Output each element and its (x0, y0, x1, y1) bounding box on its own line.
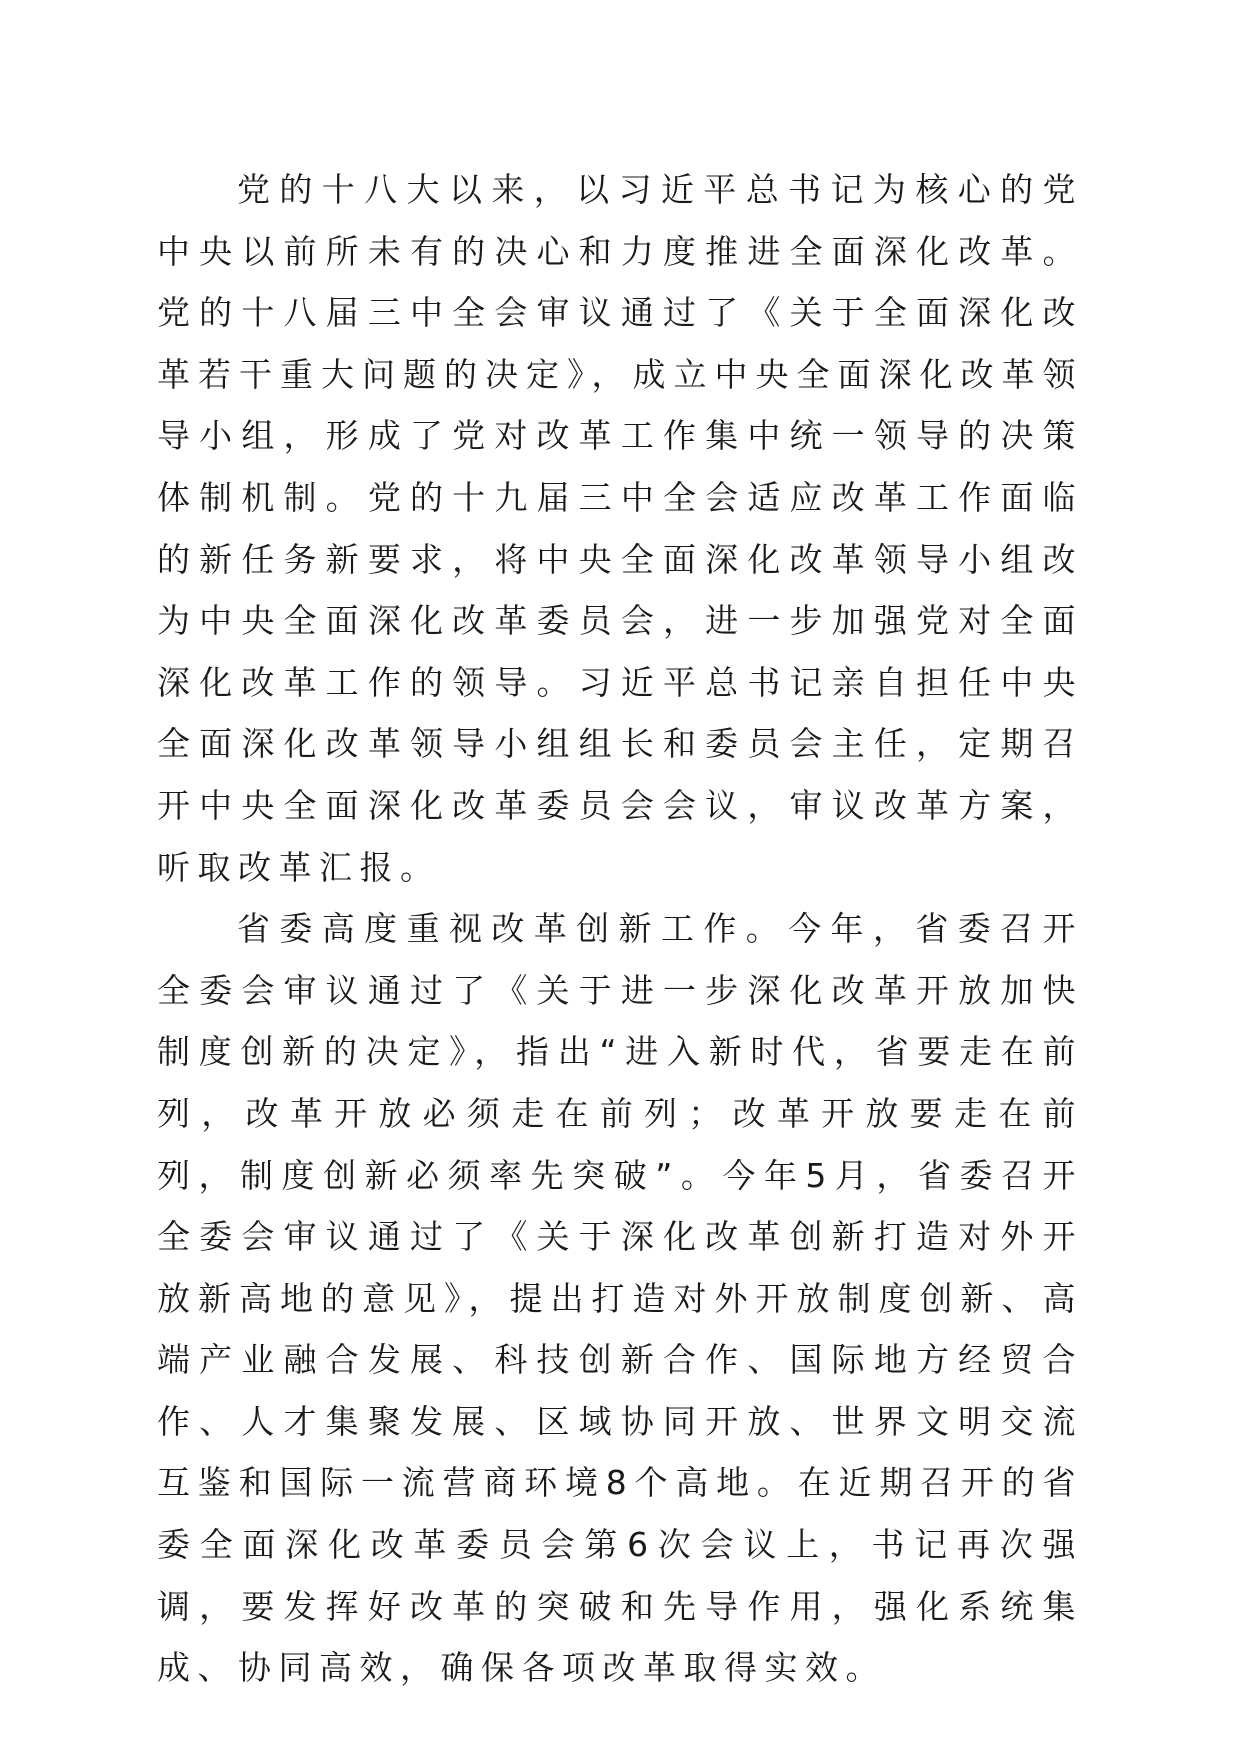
document-body (157, 159, 1083, 1699)
paragraph-1: 党的十八大以来，以习近平总书记为核心的党中央以前所未有的决心和力度推进全面深化改革。党的十八届三中全会审议通过了《关于全面深化改革若干重大问题的决定》，成立中央全面深化改革领导小组，形成了党对改革工作集中统一领导的决策体制机制。党的十九届三中全会适应改革工作面临的新任务新要求，将中央全面深化改革领导小组改为中央全面深化改革委员会，进一步加强党对全面深化改革工作的领导。习近平总书记亲自担任中央全面深化改革领导小组组长和委员会主任，定期召开中央全面深化改革委员会会议，审议改革方案，听取改革汇报。 (157, 170, 1083, 887)
paragraph-2: 省委高度重视改革创新工作。今年，省委召开全委会审议通过了《关于进一步深化改革开放加快制度创新的决定》，指出“进入新时代，省要走在前列，改革开放必须走在前列；改革开放要走在前列，制度创新必须率先突破”。今年5月，省委召开全委会审议通过了《关于深化改革创新打造对外开放新高地的意见》，提出打造对外开放制度创新、高端产业融合发展、科技创新合作、国际地方经贸合作、人才集聚发展、区域协同开放、世界文明交流互鉴和国际一流营商环境8个高地。在近期召开的省委全面深化改革委员会第6次会议上，书记再次强调，要发挥好改革的突破和先导作用，强化系统集成、协同高效，确保各项改革取得实效。 (157, 909, 1083, 1688)
